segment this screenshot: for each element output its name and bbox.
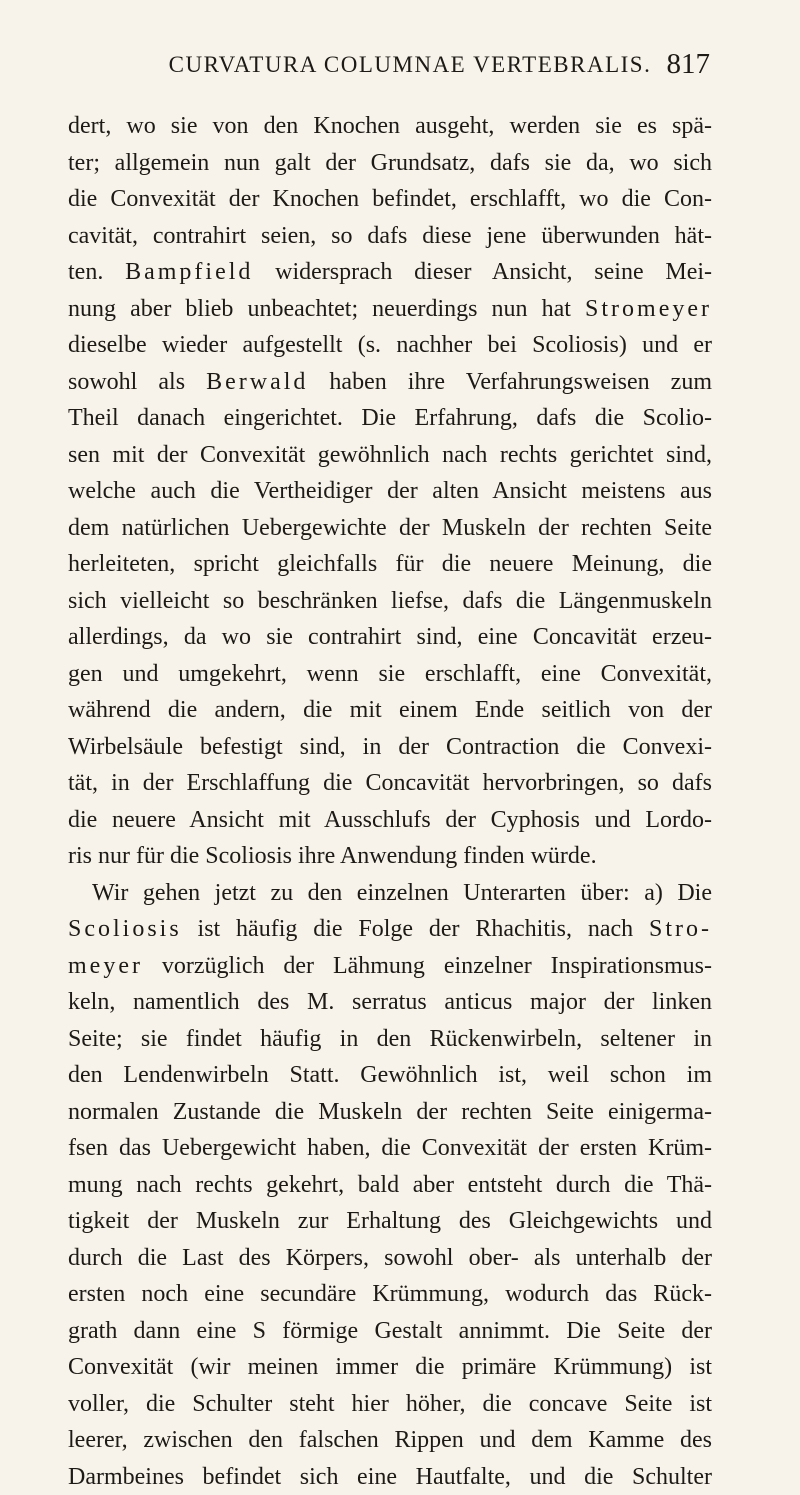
text-line <box>68 583 712 620</box>
spaced-name: meyer <box>68 953 143 979</box>
text-segment: Darmbeines befindet sich eine Hautfalte, und die Schulter <box>68 1464 712 1490</box>
text-line <box>68 1422 712 1459</box>
text-segment: allerdings, da wo sie contrahirt sind, eine Concavität erzeu- <box>68 624 712 650</box>
text-line <box>68 1240 712 1277</box>
running-title: CURVATURA COLUMNAE VERTEBRALIS. <box>110 52 710 78</box>
text-segment: tät, in der Erschlaffung die Concavität hervorbringen, so dafs <box>68 770 712 796</box>
text-line <box>68 108 712 145</box>
text-segment: gen und umgekehrt, wenn sie erschlafft, eine Convexität, <box>68 661 712 687</box>
text-segment: cavität, contrahirt seien, so dafs diese jene überwunden hät- <box>68 223 712 249</box>
text-line <box>68 875 712 912</box>
text-segment: dem natürlichen Uebergewichte der Muskeln der rechten Seite <box>68 515 712 541</box>
text-line <box>68 1386 712 1423</box>
text-line <box>68 1094 712 1131</box>
text-segment: welche auch die Vertheidiger der alten Ansicht meistens aus <box>68 478 712 504</box>
text-line <box>68 619 712 656</box>
text-line <box>68 291 712 328</box>
text-line <box>68 1167 712 1204</box>
text-line <box>68 1459 712 1495</box>
text-line <box>68 656 712 693</box>
spaced-name: Berwald <box>206 369 308 395</box>
text-segment: normalen Zustande die Muskeln der rechten Seite einigerma- <box>68 1099 712 1125</box>
text-segment: ter; allgemein nun galt der Grundsatz, dafs sie da, wo sich <box>68 150 712 176</box>
text-segment: dert, wo sie von den Knochen ausgeht, werden sie es spä- <box>68 113 712 139</box>
text-segment: sen mit der Convexität gewöhnlich nach rechts gerichtet sind, <box>68 442 712 468</box>
spaced-name: Scoliosis <box>68 916 182 942</box>
text-segment: tigkeit der Muskeln zur Erhaltung des Gleichgewichts und <box>68 1208 712 1234</box>
text-segment: haben ihre Verfahrungsweisen zum <box>308 369 712 395</box>
text-line <box>68 948 712 985</box>
text-segment: Theil danach eingerichtet. Die Erfahrung, dafs die Scolio- <box>68 405 712 431</box>
text-line <box>68 729 712 766</box>
text-segment: vorzüglich der Lähmung einzelner Inspirationsmus- <box>143 953 712 979</box>
text-segment: herleiteten, spricht gleichfalls für die neuere Meinung, die <box>68 551 712 577</box>
text-line <box>68 984 712 1021</box>
text-line <box>68 254 712 291</box>
text-line <box>68 802 712 839</box>
text-line <box>68 1021 712 1058</box>
text-line <box>68 1313 712 1350</box>
text-segment: fsen das Uebergewicht haben, die Convexität der ersten Krüm- <box>68 1135 712 1161</box>
text-line <box>68 145 712 182</box>
text-segment: während die andern, die mit einem Ende seitlich von der <box>68 697 712 723</box>
text-segment: sowohl als <box>68 369 206 395</box>
text-line <box>68 400 712 437</box>
text-line <box>68 1349 712 1386</box>
spaced-name: Bampfield <box>125 259 253 285</box>
text-segment: die neuere Ansicht mit Ausschlufs der Cyphosis und Lordo- <box>68 807 712 833</box>
text-line <box>68 1130 712 1167</box>
text-segment: ist häufig die Folge der Rhachitis, nach <box>182 916 649 942</box>
page-number: 817 <box>667 48 711 81</box>
text-segment: Wirbelsäule befestigt sind, in der Contraction die Convexi- <box>68 734 712 760</box>
text-segment: widersprach dieser Ansicht, seine Mei- <box>253 259 712 285</box>
text-segment: nung aber blieb unbeachtet; neuerdings nun hat <box>68 296 585 322</box>
text-segment: ersten noch eine secundäre Krümmung, wodurch das Rück- <box>68 1281 712 1307</box>
body-text <box>68 108 712 1495</box>
text-segment: Wir gehen jetzt zu den einzelnen Unterarten über: a) Die <box>92 880 712 906</box>
text-segment: den Lendenwirbeln Statt. Gewöhnlich ist, weil schon im <box>68 1062 712 1088</box>
text-line <box>68 473 712 510</box>
text-segment: leerer, zwischen den falschen Rippen und dem Kamme des <box>68 1427 712 1453</box>
running-header <box>110 52 710 92</box>
text-segment: voller, die Schulter steht hier höher, die concave Seite ist <box>68 1391 712 1417</box>
text-segment: die Convexität der Knochen befindet, erschlafft, wo die Con- <box>68 186 712 212</box>
text-line <box>68 1203 712 1240</box>
text-line <box>68 327 712 364</box>
text-segment: ten. <box>68 259 125 285</box>
text-line <box>68 765 712 802</box>
text-line <box>68 510 712 547</box>
text-line <box>68 1276 712 1313</box>
text-segment: ris nur für die Scoliosis ihre Anwendung finden würde. <box>68 843 597 869</box>
text-segment: durch die Last des Körpers, sowohl ober- als unterhalb der <box>68 1245 712 1271</box>
text-line <box>68 218 712 255</box>
text-segment: Convexität (wir meinen immer die primäre Krümmung) ist <box>68 1354 712 1380</box>
text-line <box>68 692 712 729</box>
text-segment: dieselbe wieder aufgestellt (s. nachher bei Scoliosis) und er <box>68 332 712 358</box>
spaced-name: Stro- <box>649 916 712 942</box>
text-segment: sich vielleicht so beschränken liefse, dafs die Längenmuskeln <box>68 588 712 614</box>
text-segment: keln, namentlich des M. serratus anticus major der linken <box>68 989 712 1015</box>
text-line <box>68 364 712 401</box>
spaced-name: Stromeyer <box>585 296 712 322</box>
text-segment: mung nach rechts gekehrt, bald aber entsteht durch die Thä- <box>68 1172 712 1198</box>
text-segment: grath dann eine S förmige Gestalt annimmt. Die Seite der <box>68 1318 712 1344</box>
text-line <box>68 911 712 948</box>
text-line <box>68 838 712 875</box>
text-line <box>68 437 712 474</box>
text-line <box>68 546 712 583</box>
text-line <box>68 181 712 218</box>
text-line <box>68 1057 712 1094</box>
text-segment: Seite; sie findet häufig in den Rückenwirbeln, seltener in <box>68 1026 712 1052</box>
